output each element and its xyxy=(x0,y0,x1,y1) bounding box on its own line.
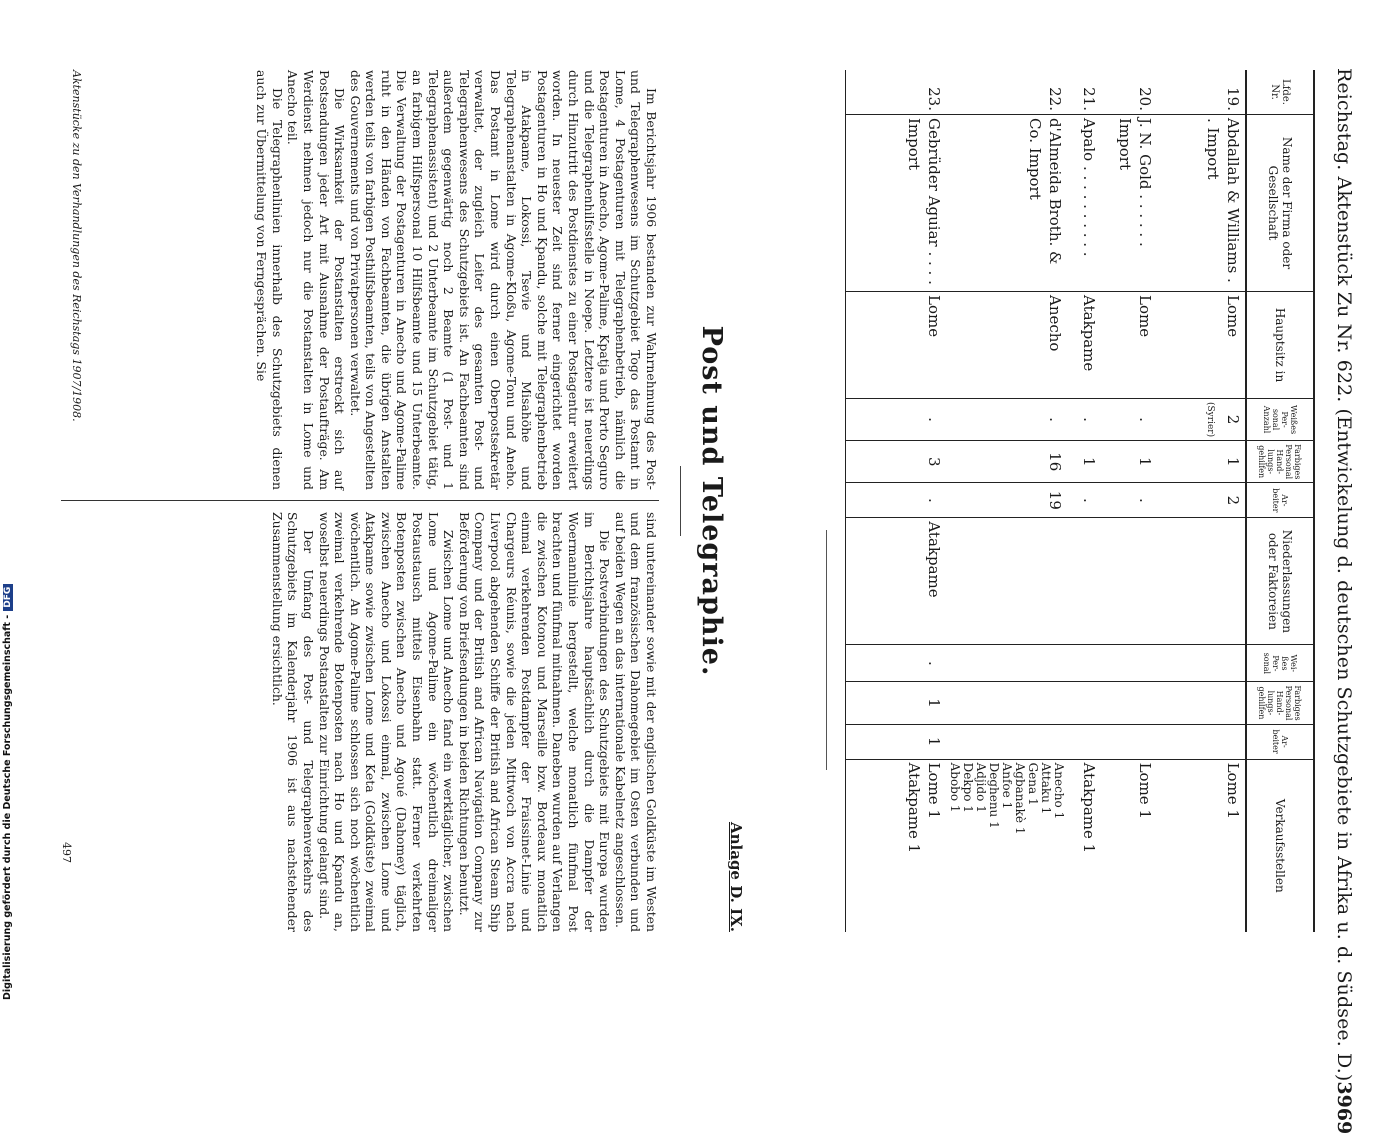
cell-name: Gebrüder Aguiar . . . . Import xyxy=(846,115,947,292)
paragraph: Die Postverbindungen des Schutzgebiets mit Europa wurden im Berichtsjahre hauptsächlich durch die Dampfer der Woermannlinie hergestellt, welche monatlich fünfmal Post brachten und fünfmal mitnahmen. Daneben wurden auf Verlangen die zwischen Kotonou und Marseille bzw. Bordeaux monatlich einmal verkehrenden Postdampfer der Fraissinet-Linie und Chargeurs Réunis, sowie die jeden Mittwoch von Accra nach Liverpool abgehenden Schiffe der British and African Steam Ship Company und der British and African Navigation Company zur Beförderung von Briefsendungen in beiden Richtungen benutzt. xyxy=(456,512,613,932)
cell-hand: 3 xyxy=(846,441,947,483)
paragraph: Im Berichtsjahr 1906 bestanden zur Wahrnehmung des Post- und Telegraphenwesens im Schutzgebiet Togo das Postamt in Lome, 4 Postagenturen mit Telegraphenbetrieb, nämlich die Postagenturen in Anecho, Agome-Palime, Kpatja und Porto Seguro und die Telegraphenhilfsstelle in Noepe. Letztere ist neuerdings durch Hinzutritt des Postdienstes zu einer Postagentur erweitert worden. In neuester Zeit sind ferner eingerichtet worden Postagenturen in Ho und Kpandu, solche mit Telegraphenbetrieb in Atakpame, Lokossi, Tsevie und Misahöhe und Telegraphenanstalten in Agome-Kloßu, Agome-Tonu und Aneho. Das Postamt in Lome wird durch einen Oberpostsekretär verwaltet, der zugleich Leiter des gesamten Post- und Telegraphenwesens des Schutzgebiets ist. An Fachbeamten sind außerdem gegenwärtig noch 2 Beamte (1 Post- und 1 Telegraphenassistent) und 2 Unterbeamte im Schutzgebiet tätig, an farbigem Hilfspersonal 10 Hilfsbeamte und 15 Unterbeamte. Die Verwaltung der Postagenturen in Anecho und Agome-Palime ruht in den Händen von Fachbeamten, die übrigen Anstalten werden teils von farbigen Posthilfsbeamten, teils von Angestellten des Gouvernements und von Privatpersonen verwaltet. xyxy=(347,70,659,490)
cell-arb: 2 xyxy=(1157,483,1246,518)
footer-page-number: 497 xyxy=(60,842,73,863)
cell-arb: . xyxy=(1101,483,1157,518)
cell-sitz: Lome xyxy=(1101,292,1157,399)
col-verkaufsstellen: Verkaufsstellen xyxy=(1246,759,1314,932)
cell-hand: 1 xyxy=(1067,441,1101,483)
cell-name: d'Almeida Broth. & Co. Import xyxy=(946,115,1067,292)
col-niederlassungen: Niederlassungen oder Faktoreien xyxy=(1246,518,1314,645)
dfg-logo-icon: DFG xyxy=(3,584,13,611)
cell-weiss2 xyxy=(1101,645,1157,682)
cell-nieder xyxy=(1101,518,1157,645)
cell-name: Abdallah & Williams . . Import xyxy=(1157,115,1246,292)
left-column xyxy=(55,70,659,490)
right-column xyxy=(55,512,659,932)
cell-arb: 19 xyxy=(946,483,1067,518)
cell-hand2 xyxy=(1067,682,1101,724)
paragraph: Die Wirksamkeit der Postanstalten erstreckt sich auf Postsendungen jeder Art mit Ausnahme der Postaufträge. Am Werdienst nehmen jedoch nur die Postanstalten in Lome und Anecho teil. xyxy=(285,70,348,490)
cell-nieder: Atakpame xyxy=(846,518,947,645)
paragraph: Zwischen Lome und Anecho fand ein werktäglicher, zwischen Lome und Agome-Palime ein wöchentlich dreimaliger Postaustausch mittels Eisenbahn statt. Ferner verkehrten Botenposten zwischen Anecho und Agoué (Dahomey) täglich, zwischen Anecho und Lokossi einmal, zwischen Lome und Atakpame sowie zwischen Lome und Keta (Goldküste) zweimal wöchentlich. An Agome-Palime schlossen sich noch wöchentlich zweimal verkehrende Botenposten nach Ho und Kpandu an, woselbst neuerdings Postanstalten zur Einrichtung gelangt sind. xyxy=(316,512,457,932)
cell-hand2 xyxy=(1101,682,1157,724)
cell-weiss2: . xyxy=(846,645,947,682)
cell-sitz: Lome xyxy=(846,292,947,399)
body-columns xyxy=(55,70,659,932)
col-lfd: Lfde. Nr. xyxy=(1246,70,1314,115)
table-row xyxy=(846,70,947,932)
cell-nieder xyxy=(1157,518,1246,645)
cell-weiss xyxy=(1157,399,1246,441)
running-header xyxy=(1333,68,1355,1134)
col-weiss-2: Wei-ßes Per-sonal xyxy=(1246,645,1314,682)
cell-verkauf: Lome 1 xyxy=(1157,759,1246,932)
cell-arb2 xyxy=(1101,724,1157,759)
credit-text: Digitalisierung gefördert durch die Deutsche Forschungsgemeinschaft - xyxy=(2,614,13,1000)
cell-hand: 16 xyxy=(946,441,1067,483)
cell-arb2 xyxy=(946,724,1067,759)
digitization-credit xyxy=(2,584,13,1000)
cell-weiss-value: 2 xyxy=(1224,414,1242,425)
table-end-rule xyxy=(826,530,827,770)
cell-name: Apalo . . . . . . . . . . xyxy=(1067,115,1101,292)
cell-hand2: 1 xyxy=(846,682,947,724)
cell-nr: 23. xyxy=(846,70,947,115)
cell-verkauf: Anecho 1 Attaku 1 Gena 1 Agbanakè 1 Anfoe 1 Deghenu 1 Adjido 1 Dekpo 1 Abobo 1 xyxy=(946,759,1067,932)
cell-nr: 20. xyxy=(1136,87,1154,111)
cell-hand: 1 xyxy=(1157,441,1246,483)
page-footer xyxy=(60,70,83,932)
header-title: Reichstag. Aktenstück Zu Nr. 622. (Entwickelung d. deutschen Schutzgebiete in Afrika u. d. Südsee. D.) xyxy=(1333,68,1355,1082)
cell-arb2: 1 xyxy=(846,724,947,759)
cell-weiss2 xyxy=(946,645,1067,682)
cell-verkauf: Lome 1 Atakpame 1 xyxy=(846,759,947,932)
col-farbig-hand-2: Farbiges Personal Hand-lungs-gehilfen xyxy=(1246,682,1314,724)
cell-nieder xyxy=(1067,518,1101,645)
section-title: Post und Telegraphie. xyxy=(696,325,727,677)
cell-hand: 1 xyxy=(1101,441,1157,483)
paragraph: sind untereinander sowie mit der englischen Goldküste im Westen und dem französischen Dahomegebiet im Osten verbunden und auf beiden Wegen an das internationale Kabelnetz angeschlossen. xyxy=(612,512,659,932)
cell-weiss2 xyxy=(1157,645,1246,682)
cell-arb2 xyxy=(1067,724,1101,759)
cell-nr: 21. xyxy=(1080,87,1098,111)
table-header-row xyxy=(1246,70,1314,932)
table-row xyxy=(1101,70,1157,932)
header-page-number: 3969 xyxy=(1333,1081,1355,1134)
cell-sitz: Lome xyxy=(1157,292,1246,399)
cell-weiss: . xyxy=(846,399,947,441)
paragraph: Der Umfang des Post- und Telegraphenverkehrs des Schutzgebiets im Kalenderjahr 1906 ist aus nachstehender Zusammenstellung ersichtlich. xyxy=(269,512,316,932)
table-row xyxy=(1157,70,1246,932)
cell-sitz: Atakpame xyxy=(1067,292,1101,399)
cell-sitz: Anecho xyxy=(946,292,1067,399)
col-farbig-arb-2: Ar-beiter xyxy=(1246,724,1314,759)
cell-hand2 xyxy=(946,682,1067,724)
col-weiss-1: Weißes Per-sonal Anzahl xyxy=(1246,399,1314,441)
cell-nr: 22. xyxy=(1046,87,1064,111)
cell-weiss2 xyxy=(1067,645,1101,682)
cell-nr: 19. xyxy=(1224,87,1242,111)
cell-arb: . xyxy=(846,483,947,518)
column-divider xyxy=(61,500,659,501)
cell-name: J. N. Gold . . . . . . Import xyxy=(1101,115,1157,292)
table-row xyxy=(946,70,1067,932)
cell-weiss: . xyxy=(1101,399,1157,441)
cell-weiss: . xyxy=(1067,399,1101,441)
col-sitz: Hauptsitz in xyxy=(1246,292,1314,399)
cell-verkauf: Lome 1 xyxy=(1101,759,1157,932)
cell-arb: . xyxy=(1067,483,1101,518)
footer-text: Aktenstücke zu den Verhandlungen des Reichstags 1907/1908. xyxy=(70,70,83,422)
table-row xyxy=(1067,70,1101,932)
paragraph: Die Telegraphenlinien innerhalb des Schutzgebiets dienen auch zur Übermittelung von Ferngesprächen. Sie xyxy=(254,70,285,490)
cell-nieder xyxy=(946,518,1067,645)
col-farbig-hand-1: Farbiges Personal Hand-lungs-gehilfen xyxy=(1246,441,1314,483)
firms-table xyxy=(845,70,1315,932)
cell-weiss: . xyxy=(946,399,1067,441)
col-name: Name der Firma oder Gesellschaft xyxy=(1246,115,1314,292)
cell-verkauf: Atakpame 1 xyxy=(1067,759,1101,932)
col-farbig-arb-1: Ar-beiter xyxy=(1246,483,1314,518)
annex-label: Anlage D. IX. xyxy=(727,821,745,932)
cell-arb2 xyxy=(1157,724,1246,759)
title-rule xyxy=(680,466,681,536)
cell-hand2 xyxy=(1157,682,1246,724)
cell-weiss-note: (Syrier) xyxy=(1205,402,1215,438)
